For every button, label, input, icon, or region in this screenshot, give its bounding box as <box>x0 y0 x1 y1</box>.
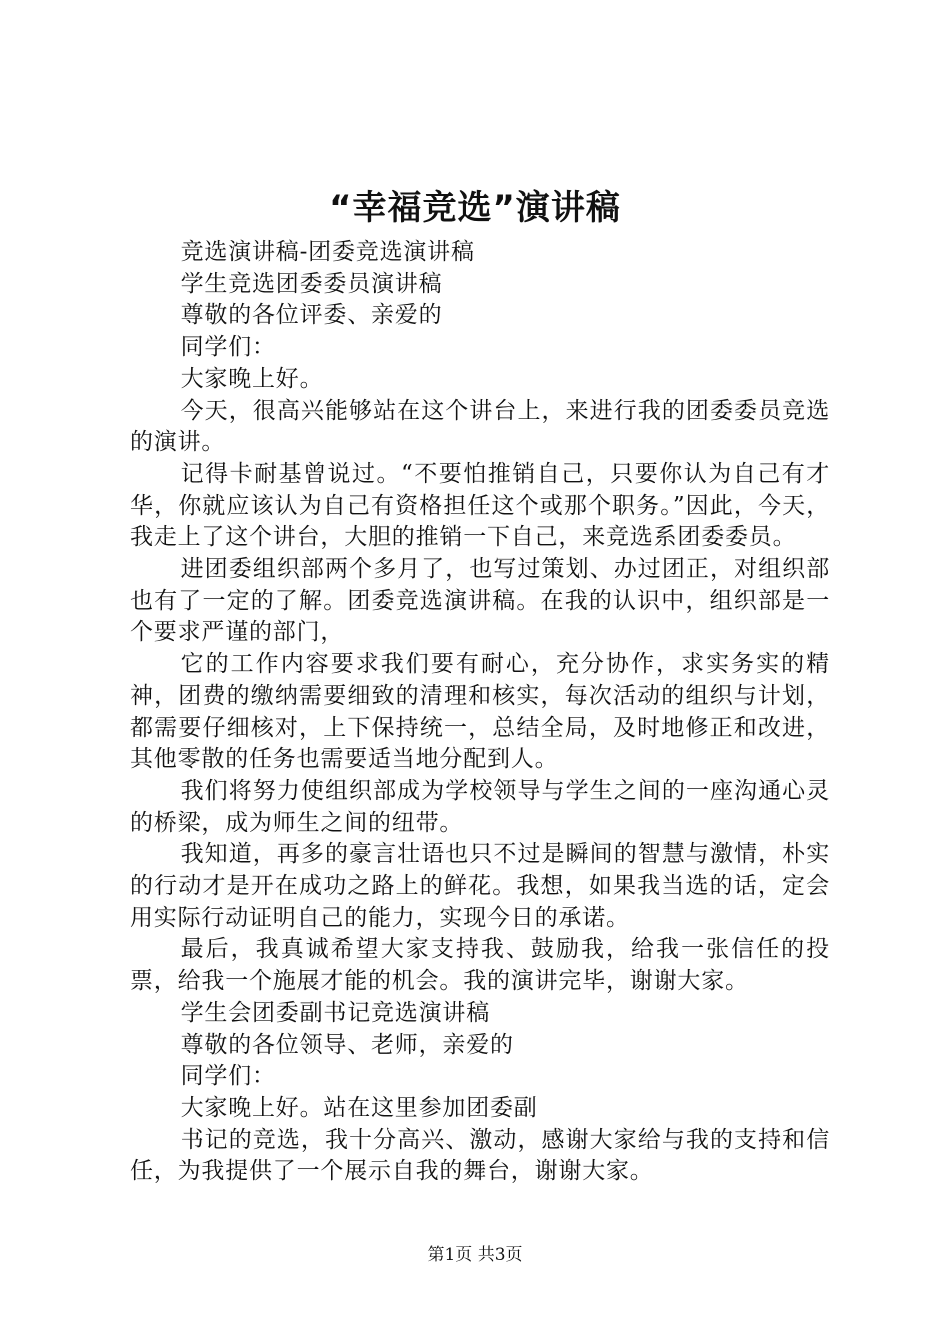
paragraph: 学生竞选团委委员演讲稿 <box>180 270 443 297</box>
paragraph: 竞选演讲稿-团委竞选演讲稿 <box>180 239 475 265</box>
paragraph: 书记的竞选，我十分高兴、激动，感谢大家给与我的支持和信任，为我提供了一个展示自我的舞台，谢谢大家。 <box>130 1126 830 1185</box>
document-body <box>130 237 830 1188</box>
paragraph: 今天，很高兴能够站在这个讲台上，来进行我的团委委员竞选的演讲。 <box>130 397 830 456</box>
paragraph: 我知道，再多的豪言壮语也只不过是瞬间的智慧与激情，朴实的行动才是开在成功之路上的鲜花。我想，如果我当选的话，定会用实际行动证明自己的能力，实现今日的承诺。 <box>130 841 830 931</box>
paragraph: 记得卡耐基曾说过。“不要怕推销自己，只要你认为自己有才华，你就应该认为自己有资格担任这个或那个职务。”因此，今天，我走上了这个讲台，大胆的推销一下自己，来竞选系团委委员。 <box>130 460 830 551</box>
paragraph: 进团委组织部两个多月了，也写过策划、办过团正，对组织部也有了一定的了解。团委竞选演讲稿。在我的认识中，组织部是一个要求严谨的部门， <box>130 556 830 646</box>
paragraph: 学生会团委副书记竞选演讲稿 <box>180 999 490 1026</box>
paragraph: 尊敬的各位评委、亲爱的 <box>180 302 443 329</box>
page-footer: 第1页 共3页 <box>427 1245 523 1265</box>
paragraph: 大家晚上好。 <box>180 365 324 392</box>
paragraph: 最后，我真诚希望大家支持我、鼓励我，给我一张信任的投票，给我一个施展才能的机会。我的演讲完毕，谢谢大家。 <box>130 936 830 995</box>
paragraph: 我们将努力使组织部成为学校领导与学生之间的一座沟通心灵的桥梁，成为师生之间的纽带。 <box>130 777 830 836</box>
paragraph: 大家晚上好。站在这里参加团委副 <box>180 1094 538 1121</box>
paragraph: 尊敬的各位领导、老师，亲爱的 <box>180 1031 514 1058</box>
paragraph: 它的工作内容要求我们要有耐心，充分协作，求实务实的精神，团费的缴纳需要细致的清理和核实，每次活动的组织与计划，都需要仔细核对，上下保持统一，总结全局，及时地修正和改进，其他零散的任务也需要适当地分配到人。 <box>130 651 830 773</box>
document-title: “幸福竞选”演讲稿 <box>329 188 621 228</box>
paragraph: 同学们： <box>180 334 276 361</box>
paragraph: 同学们： <box>180 1063 276 1090</box>
